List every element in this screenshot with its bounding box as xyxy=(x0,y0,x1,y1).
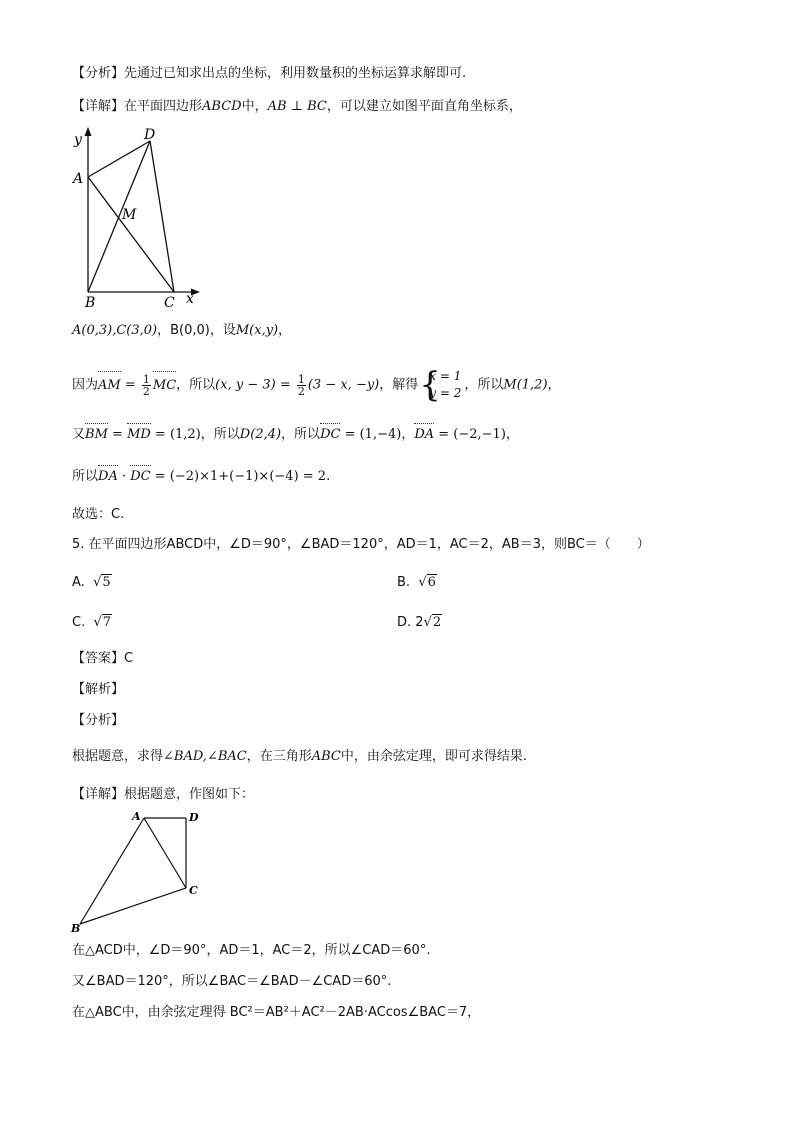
y-axis-arrow xyxy=(85,127,92,136)
eq2-text-3: ，所以 xyxy=(281,427,321,442)
sqrt-7: √7 xyxy=(93,615,112,630)
eq2-text-2: ，所以 xyxy=(200,427,240,442)
option-d xyxy=(397,614,442,632)
label-c: C xyxy=(164,295,175,310)
sqrt-6: √6 xyxy=(418,575,436,590)
selection-line xyxy=(72,506,124,524)
fraction-half-2 xyxy=(297,374,306,397)
solution-text-3: 在△ABC中，由余弦定理得 BC²＝AB²＋AC²－2AB·ACcos∠BAC＝7， xyxy=(72,1005,481,1020)
dot-operator: · xyxy=(117,469,131,484)
angles: ∠BAD,∠BAC xyxy=(163,749,247,764)
detail-text-4: 根据题意，作图如下： xyxy=(124,787,255,802)
analysis-line-1 xyxy=(72,65,466,83)
segment-bc-2 xyxy=(80,888,186,924)
analysis-tag-2: 【分析】 xyxy=(72,713,125,728)
vector-md: MD xyxy=(127,427,151,442)
segment-ab-2 xyxy=(80,818,144,924)
detail-tag: 【详解】 xyxy=(72,99,125,114)
equation-line-3 xyxy=(72,468,330,486)
answer-line xyxy=(72,650,133,668)
label-a: A xyxy=(73,171,84,187)
label-x: x xyxy=(186,291,194,307)
solution-line-3 xyxy=(72,1004,480,1022)
sqrt-2: √2 xyxy=(423,615,442,630)
fraction-den-2: 2 xyxy=(297,384,305,398)
coords-end: ， xyxy=(278,323,292,338)
label-b-2: B xyxy=(71,922,81,935)
eq2-text-1: 又 xyxy=(72,427,86,442)
eq1-text-2: ，所以 xyxy=(176,377,216,393)
p3-text-2: ，在三角形 xyxy=(246,749,312,764)
analysis-heading xyxy=(72,712,124,730)
eq1-text-3: ，解得 xyxy=(379,377,419,393)
detail-text-2: 中， xyxy=(241,99,268,114)
segment-ad xyxy=(88,141,150,177)
analysis-text: 先通过已知求出点的坐标，利用数量积的坐标运算求解即可. xyxy=(124,66,467,81)
option-c-label: C. xyxy=(72,615,86,630)
eq3-text-1: 所以 xyxy=(72,469,99,484)
vector-bm: BM xyxy=(85,427,108,442)
segment-ab: AB xyxy=(267,99,287,114)
segment-bc: BC xyxy=(307,99,327,114)
radicand-2: 2 xyxy=(432,615,442,630)
eq1-rhs: (3 − x, −y) xyxy=(307,377,380,393)
solution-text-1: 在△ACD中，∠D＝90°，AD＝1，AC＝2，所以∠CAD＝60°. xyxy=(72,943,431,958)
eq3-value: = (−2)×1+(−1)×(−4) = 2 xyxy=(150,469,327,484)
label-d-2: D xyxy=(189,811,199,824)
radicand-5: 5 xyxy=(102,575,111,590)
eq2-equals: = xyxy=(107,427,128,442)
equation-line-2 xyxy=(72,426,519,444)
fraction-half xyxy=(142,374,151,397)
coords-b: ，B(0,0)，设 xyxy=(157,323,236,338)
triangle-label: ABC xyxy=(311,749,341,764)
eq1-text-1: 因为 xyxy=(72,377,99,393)
system-eq-1: { x = 1 xyxy=(429,369,462,383)
coords-m: M(x,y) xyxy=(235,323,279,338)
p3-text-3: 中，由余弦定理，即可求得结果. xyxy=(340,749,528,764)
eq3-text-2: . xyxy=(326,469,331,484)
eq1-text-5: ， xyxy=(547,377,561,393)
segment-ac xyxy=(88,177,174,292)
point-d: D(2,4) xyxy=(239,427,282,442)
eq2-value-1: = (1,2) xyxy=(150,427,201,442)
figure-quadrilateral-coordinate xyxy=(68,125,208,310)
p3-text-1: 根据题意，求得 xyxy=(72,749,164,764)
eq1-lhs: (x, y − 3) = xyxy=(215,377,295,393)
coords-ac: A(0,3),C(3,0) xyxy=(72,323,158,338)
vector-da-2: DA xyxy=(98,469,118,484)
equation-line-1 xyxy=(72,368,561,402)
option-d-label: D. 2 xyxy=(397,615,424,630)
segment-ac-2 xyxy=(144,818,186,888)
eq2-text-5: ， xyxy=(505,427,519,442)
radicand-6: 6 xyxy=(427,575,436,590)
fraction-num-2: 1 xyxy=(297,372,305,386)
answer-text: 【答案】C xyxy=(72,651,134,666)
question-text: 在平面四边形ABCD中，∠D＝90°，∠BAD＝120°，AD＝1，AC＝2，AB＝3，则BC＝（ ） xyxy=(88,537,650,552)
label-d: D xyxy=(144,127,156,143)
option-a-label: A. xyxy=(72,575,85,590)
fraction-num: 1 xyxy=(142,372,150,386)
quad-label: ABCD xyxy=(202,99,242,114)
detail-text-3: ，可以建立如图平面直角坐标系， xyxy=(326,99,522,114)
vector-dc-2: DC xyxy=(130,469,151,484)
eq2-text-4: ， xyxy=(401,427,415,442)
solution-line-1 xyxy=(72,942,430,960)
eq2-value-2: = (1,−4) xyxy=(340,427,402,442)
vector-am: AM xyxy=(98,374,121,398)
solution-line-2 xyxy=(72,973,391,991)
question-number: 5. xyxy=(72,537,85,552)
system-eq-2: y = 2 xyxy=(429,386,462,400)
vector-mc: MC xyxy=(153,374,176,398)
equation-system xyxy=(421,368,461,402)
sqrt-5: √5 xyxy=(93,575,111,590)
perp-symbol: ⊥ xyxy=(286,99,308,114)
detail-line-2 xyxy=(72,786,254,804)
solution-text-2: 又∠BAD＝120°，所以∠BAC＝∠BAD－∠CAD＝60°. xyxy=(72,974,392,989)
question-5 xyxy=(72,536,650,554)
vector-dc: DC xyxy=(320,427,341,442)
eq1-text-4: ，所以 xyxy=(464,377,504,393)
segment-dc xyxy=(150,141,174,292)
segment-bd xyxy=(88,141,150,292)
vector-da: DA xyxy=(414,427,435,442)
option-c xyxy=(72,614,112,632)
label-y: y xyxy=(74,132,82,148)
eq2-value-3: = (−2,−1) xyxy=(434,427,506,442)
point-m: M(1,2) xyxy=(503,377,548,393)
analysis-line-2 xyxy=(72,748,527,766)
label-m: M xyxy=(122,207,137,223)
label-a-2: A xyxy=(132,810,141,823)
solution-heading xyxy=(72,681,124,699)
detail-line-1 xyxy=(72,98,522,116)
figure-quadrilateral-abcd xyxy=(66,808,216,936)
solution-tag: 【解析】 xyxy=(72,682,125,697)
label-c-2: C xyxy=(189,884,198,897)
detail-tag-2: 【详解】 xyxy=(72,787,125,802)
option-a xyxy=(72,574,112,592)
eq1-equals: = xyxy=(120,377,140,393)
option-b-label: B. xyxy=(397,575,411,590)
radicand-7: 7 xyxy=(102,615,112,630)
label-b: B xyxy=(85,295,96,310)
selection-text: 故选：C. xyxy=(72,507,125,522)
detail-text-1: 在平面四边形 xyxy=(124,99,203,114)
fraction-den: 2 xyxy=(142,384,150,398)
coordinates-line xyxy=(72,322,291,340)
option-b xyxy=(397,574,437,592)
analysis-tag: 【分析】 xyxy=(72,66,125,81)
